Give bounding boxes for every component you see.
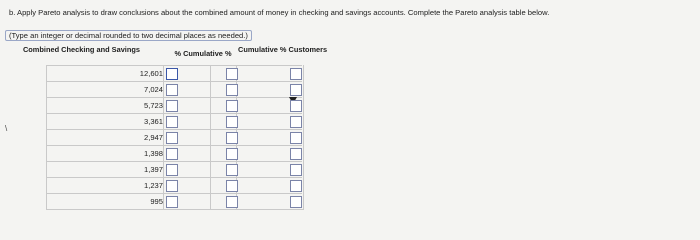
cum-customers-input[interactable] xyxy=(290,164,302,176)
cum-percent-input[interactable] xyxy=(166,164,178,176)
cum-percent-input-2[interactable] xyxy=(226,148,238,160)
cum-percent-input-2[interactable] xyxy=(226,68,238,80)
combined-amount-cell: 3,361 xyxy=(46,114,164,130)
cum-customers-input[interactable] xyxy=(290,84,302,96)
cum-percent-input[interactable] xyxy=(166,132,178,144)
column-divider xyxy=(210,162,211,178)
cum-customers-input[interactable] xyxy=(290,148,302,160)
cum-customers-input[interactable] xyxy=(290,196,302,208)
cum-customers-input[interactable] xyxy=(290,68,302,80)
cum-percent-input[interactable] xyxy=(166,100,178,112)
cum-customers-input[interactable] xyxy=(290,180,302,192)
column-divider xyxy=(210,98,211,114)
header-combined-checking-savings: Combined Checking and Savings xyxy=(22,45,140,54)
cum-percent-input-2[interactable] xyxy=(226,84,238,96)
cum-percent-input[interactable] xyxy=(166,116,178,128)
input-hint: (Type an integer or decimal rounded to two decimal places as needed.) xyxy=(5,30,252,41)
cum-percent-input[interactable] xyxy=(166,180,178,192)
combined-amount-cell: 1,237 xyxy=(46,178,164,194)
cum-customers-input[interactable] xyxy=(290,116,302,128)
column-divider xyxy=(210,178,211,194)
cum-percent-input-2[interactable] xyxy=(226,100,238,112)
column-divider xyxy=(210,66,211,82)
cum-customers-input[interactable] xyxy=(290,100,302,112)
header-cumulative-customers: Cumulative % Customers xyxy=(238,45,328,54)
column-divider xyxy=(210,114,211,130)
column-divider xyxy=(210,130,211,146)
margin-mark: \ xyxy=(5,124,8,133)
combined-amount-cell: 7,024 xyxy=(46,82,164,98)
combined-amount-cell: 12,601 xyxy=(46,66,164,82)
cum-percent-input-2[interactable] xyxy=(226,116,238,128)
cum-percent-input-2[interactable] xyxy=(226,180,238,192)
cum-percent-input-2[interactable] xyxy=(226,196,238,208)
cum-percent-input[interactable] xyxy=(166,68,178,80)
column-divider xyxy=(210,82,211,98)
cum-percent-input-2[interactable] xyxy=(226,132,238,144)
cum-percent-input-2[interactable] xyxy=(226,164,238,176)
combined-amount-cell: 995 xyxy=(46,194,164,210)
combined-amount-cell: 1,397 xyxy=(46,162,164,178)
header-cumulative-percent: % Cumulative % xyxy=(174,49,232,58)
cum-customers-input[interactable] xyxy=(290,132,302,144)
column-divider xyxy=(210,194,211,210)
column-divider xyxy=(210,146,211,162)
cum-percent-input[interactable] xyxy=(166,196,178,208)
question-text: b. Apply Pareto analysis to draw conclusions about the combined amount of money in checking and savings accounts. Complete the Pareto analysis table below. xyxy=(9,8,550,17)
combined-amount-cell: 2,947 xyxy=(46,130,164,146)
cum-percent-input[interactable] xyxy=(166,148,178,160)
cum-percent-input[interactable] xyxy=(166,84,178,96)
combined-amount-cell: 1,398 xyxy=(46,146,164,162)
combined-amount-cell: 5,723 xyxy=(46,98,164,114)
